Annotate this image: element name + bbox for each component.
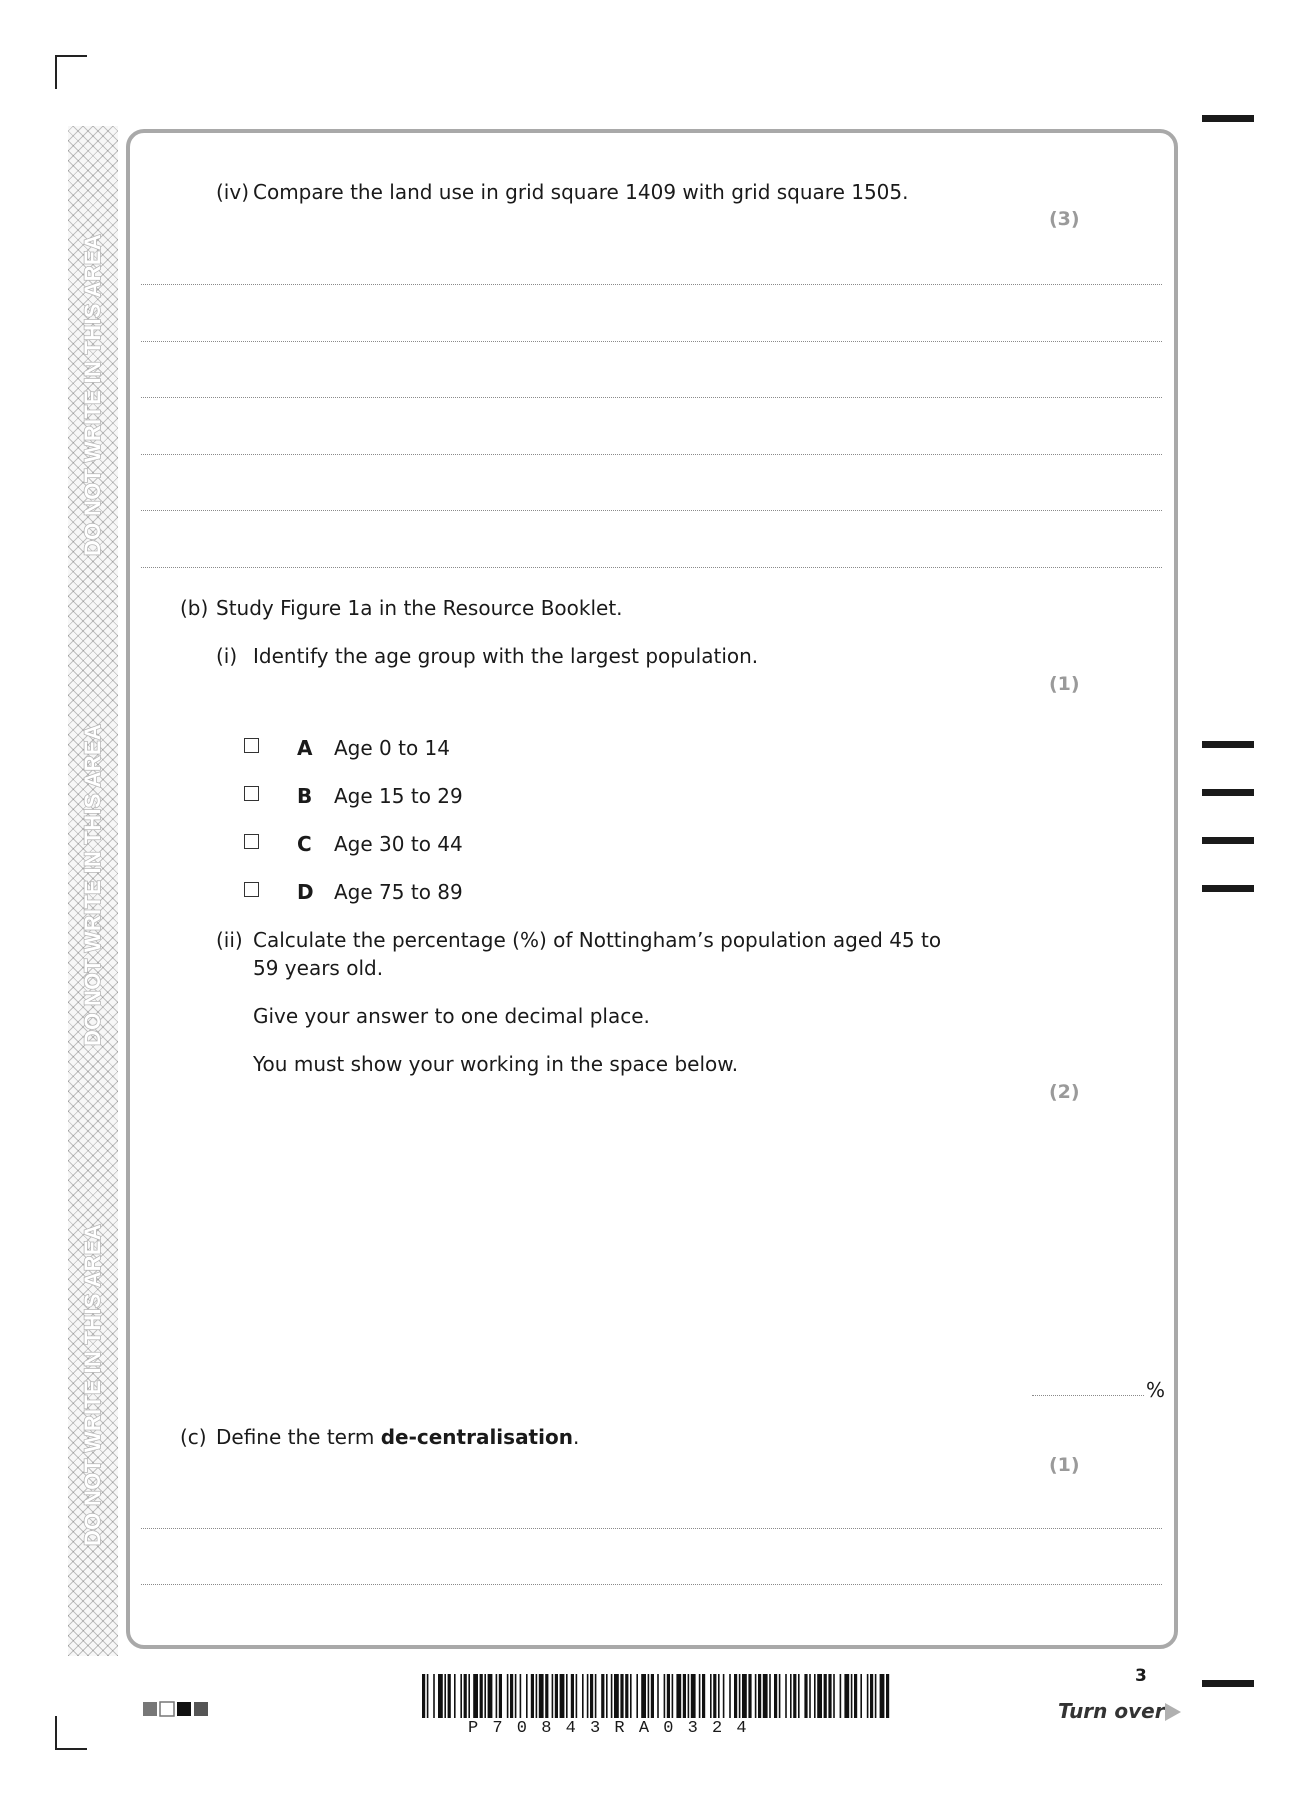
barcode-bar <box>739 1674 741 1718</box>
barcode-bar <box>769 1674 771 1718</box>
barcode-bar <box>566 1674 568 1718</box>
question-b-i-text: Identify the age group with the largest population. <box>253 644 759 668</box>
option-b-letter: B <box>297 784 313 808</box>
option-d-text: Age 75 to 89 <box>334 880 463 904</box>
barcode-bar <box>755 1674 757 1718</box>
crop-mark-top-left-h <box>55 55 87 57</box>
barcode-bar <box>576 1674 578 1718</box>
barcode-bar <box>793 1674 796 1718</box>
barcode-bar <box>515 1674 517 1718</box>
question-b-i-label: (i) <box>216 644 238 668</box>
barcode-bar <box>851 1674 853 1718</box>
barcode-bar <box>636 1674 638 1718</box>
barcode-bar <box>468 1674 470 1718</box>
barcode-bar <box>590 1674 593 1718</box>
barcode-bar <box>860 1674 862 1718</box>
barcode-bar <box>595 1674 597 1718</box>
barcode-bar <box>507 1674 509 1718</box>
question-b-ii-line1: Calculate the percentage (%) of Nottingham’s population aged 45 to <box>253 928 942 952</box>
barcode-bar <box>657 1674 659 1718</box>
barcode-bar <box>560 1674 565 1718</box>
option-c-checkbox[interactable] <box>244 834 259 849</box>
question-b-ii-label: (ii) <box>216 928 243 952</box>
answer-line[interactable] <box>141 1528 1162 1529</box>
barcode-bar <box>854 1674 857 1718</box>
question-b-ii-marks: (2) <box>1049 1081 1080 1103</box>
barcode-bar <box>774 1674 777 1718</box>
question-b-ii-line2: 59 years old. <box>253 956 384 980</box>
option-d-letter: D <box>297 880 314 904</box>
barcode-bar <box>667 1674 670 1718</box>
barcode-bar <box>433 1674 435 1718</box>
barcode-bar <box>448 1674 451 1718</box>
percentage-answer-line[interactable] <box>1032 1395 1144 1396</box>
crop-mark-bottom-left-v <box>55 1716 57 1750</box>
barcode-bar <box>460 1674 462 1718</box>
barcode-bar <box>438 1674 443 1718</box>
barcode-bar <box>828 1674 831 1718</box>
barcode-bar <box>552 1674 554 1718</box>
barcode-bar <box>531 1674 534 1718</box>
edge-mark <box>1202 1680 1254 1687</box>
barcode-bar <box>718 1674 720 1718</box>
barcode-bar <box>651 1674 654 1718</box>
edge-mark <box>1202 789 1254 796</box>
barcode-bar <box>699 1674 701 1718</box>
barcode-bar <box>676 1674 681 1718</box>
page-marker-squares <box>143 1701 215 1717</box>
barcode-bar <box>833 1674 835 1718</box>
barcode-bar <box>484 1674 486 1718</box>
barcode-bar <box>798 1674 800 1718</box>
barcode-bar <box>734 1674 737 1718</box>
crop-mark-bottom-left-h <box>55 1748 87 1750</box>
barcode-bar <box>499 1674 502 1718</box>
option-c-letter: C <box>297 832 312 856</box>
barcode-bar <box>526 1674 528 1718</box>
question-b-ii-instruction-1: Give your answer to one decimal place. <box>253 1004 650 1028</box>
barcode-bar <box>742 1674 747 1718</box>
crop-mark-top-left-v <box>55 55 57 89</box>
edge-mark <box>1202 885 1254 892</box>
barcode-bar <box>555 1674 558 1718</box>
percentage-unit: % <box>1146 1378 1166 1402</box>
barcode-bar <box>809 1674 811 1718</box>
option-a-text: Age 0 to 14 <box>334 736 451 760</box>
question-b-ii-instruction-2: You must show your working in the space below. <box>253 1052 739 1076</box>
answer-line[interactable] <box>141 397 1162 398</box>
barcode-bar <box>545 1674 548 1718</box>
barcode-bar <box>880 1674 885 1718</box>
barcode-bar <box>473 1674 478 1718</box>
barcode-bar <box>664 1674 666 1718</box>
barcode-bar <box>641 1674 646 1718</box>
barcode-bar <box>601 1674 604 1718</box>
barcode-bar <box>571 1674 574 1718</box>
barcode-bar <box>480 1674 483 1718</box>
answer-line[interactable] <box>141 284 1162 285</box>
barcode-bar <box>867 1674 869 1718</box>
barcode-bar <box>875 1674 877 1718</box>
barcode-bar <box>683 1674 686 1718</box>
answer-line[interactable] <box>141 454 1162 455</box>
question-b-label: (b) <box>180 596 209 620</box>
edge-mark <box>1202 115 1254 122</box>
barcode-bar <box>710 1674 712 1718</box>
page-number: 3 <box>1135 1666 1147 1686</box>
barcode-bar <box>606 1674 608 1718</box>
barcode-bar <box>422 1674 425 1718</box>
answer-line[interactable] <box>141 341 1162 342</box>
option-d-checkbox[interactable] <box>244 882 259 897</box>
barcode-bar <box>779 1674 781 1718</box>
question-b-i-marks: (1) <box>1049 673 1080 695</box>
barcode-bar <box>844 1674 849 1718</box>
barcode-bar <box>611 1674 613 1718</box>
answer-line[interactable] <box>141 567 1162 568</box>
question-c-label: (c) <box>180 1425 207 1449</box>
barcode-bar <box>804 1674 807 1718</box>
option-a-letter: A <box>297 736 313 760</box>
barcode-bar <box>723 1674 725 1718</box>
question-a-iv-label: (iv) <box>216 180 249 204</box>
barcode-bar <box>620 1674 623 1718</box>
barcode-bar <box>488 1674 493 1718</box>
barcode-bar <box>648 1674 650 1718</box>
barcode-bar <box>691 1674 696 1718</box>
question-c-text: Define the term de-centralisation. <box>216 1425 580 1449</box>
barcode-bar <box>464 1674 467 1718</box>
barcode-bar <box>510 1674 513 1718</box>
barcode-bar <box>702 1674 705 1718</box>
barcode-bar <box>785 1674 787 1718</box>
barcode-bar <box>817 1674 822 1718</box>
barcode-bar <box>444 1674 446 1718</box>
option-b-checkbox[interactable] <box>244 786 259 801</box>
barcode-bar <box>625 1674 628 1718</box>
barcode-bar <box>496 1674 498 1718</box>
barcode-bar <box>454 1674 456 1718</box>
barcode-bar <box>748 1674 751 1718</box>
question-a-iv-marks: (3) <box>1049 208 1080 230</box>
barcode-bar <box>758 1674 761 1718</box>
barcode-bar <box>814 1674 816 1718</box>
barcode-bar <box>582 1674 584 1718</box>
barcode-bar <box>729 1674 731 1718</box>
barcode-bar <box>824 1674 827 1718</box>
barcode-bar <box>536 1674 538 1718</box>
barcode-bar <box>614 1674 619 1718</box>
option-b-text: Age 15 to 29 <box>334 784 463 808</box>
answer-line[interactable] <box>141 510 1162 511</box>
turn-over-label: Turn over <box>1058 1699 1165 1723</box>
edge-mark <box>1202 837 1254 844</box>
barcode <box>422 1674 892 1720</box>
answer-line[interactable] <box>141 1584 1162 1585</box>
question-a-iv-text: Compare the land use in grid square 1409 with grid square 1505. <box>253 180 909 204</box>
barcode-bar <box>870 1674 873 1718</box>
barcode-bar <box>688 1674 690 1718</box>
barcode-bar <box>886 1674 889 1718</box>
barcode-bar <box>840 1674 842 1718</box>
barcode-bar <box>587 1674 589 1718</box>
question-c-marks: (1) <box>1049 1454 1080 1476</box>
barcode-bar <box>763 1674 768 1718</box>
barcode-bar <box>713 1674 716 1718</box>
barcode-bar <box>539 1674 544 1718</box>
option-c-text: Age 30 to 44 <box>334 832 463 856</box>
question-c-term: de-centralisation <box>380 1425 573 1449</box>
edge-mark <box>1202 741 1254 748</box>
barcode-bar <box>790 1674 792 1718</box>
barcode-text: P 7 0 8 4 3 R A 0 3 2 4 <box>468 1719 749 1738</box>
barcode-bar <box>672 1674 674 1718</box>
answer-frame <box>126 129 1178 1649</box>
barcode-bar <box>520 1674 522 1718</box>
option-a-checkbox[interactable] <box>244 738 259 753</box>
question-b-text: Study Figure 1a in the Resource Booklet. <box>216 596 623 620</box>
barcode-bar <box>630 1674 632 1718</box>
turn-over-arrow-icon <box>1165 1703 1181 1721</box>
barcode-bar <box>427 1674 429 1718</box>
